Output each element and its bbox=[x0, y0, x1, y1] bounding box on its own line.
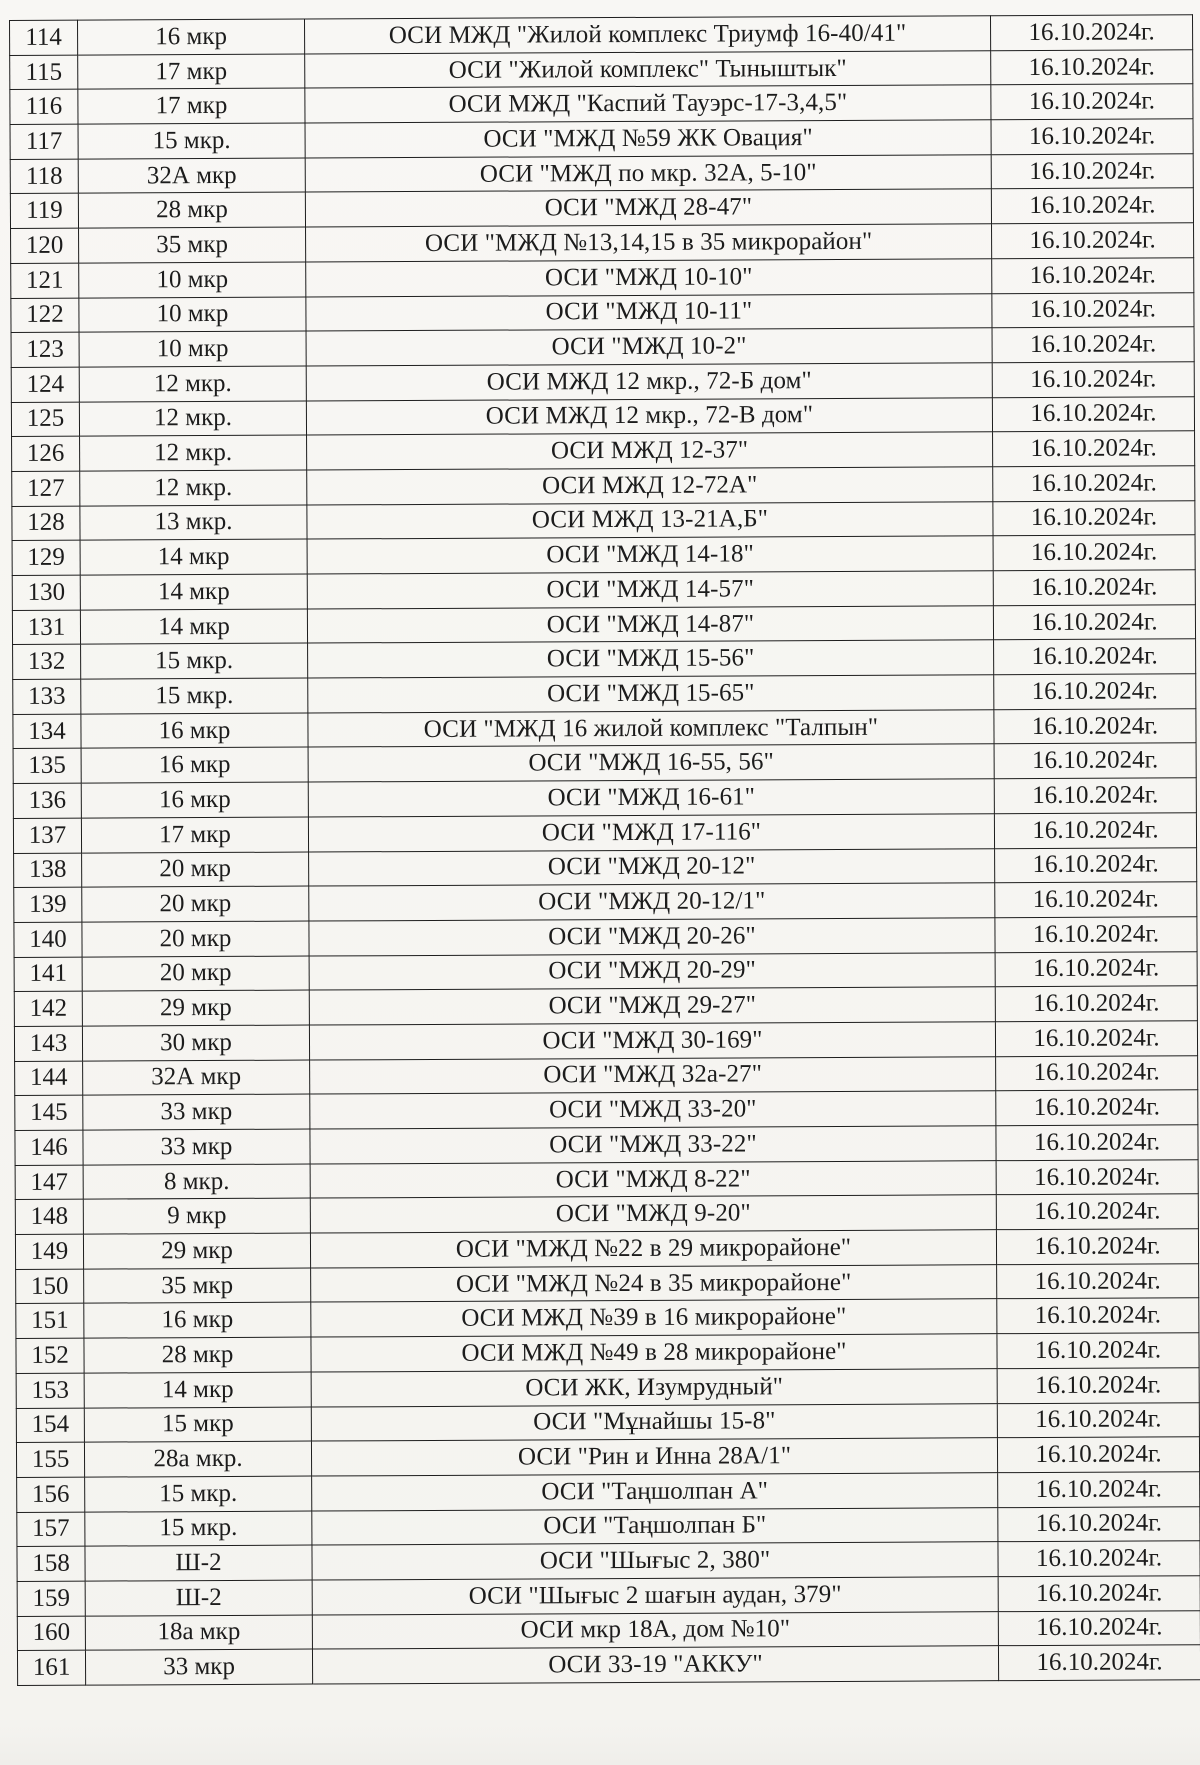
district-cell: 28 мкр bbox=[78, 192, 305, 228]
row-number-cell: 136 bbox=[13, 783, 81, 818]
row-number-cell: 115 bbox=[10, 55, 78, 90]
table-row bbox=[15, 1194, 1198, 1234]
date-cell: 16.10.2024г. bbox=[997, 1298, 1199, 1334]
district-cell: 10 мкр bbox=[79, 262, 306, 298]
district-cell: 15 мкр. bbox=[81, 643, 308, 679]
district-cell: 33 мкр bbox=[85, 1649, 312, 1685]
row-number-cell: 120 bbox=[11, 228, 79, 263]
organization-name-cell: ОСИ 33-19 "АККУ" bbox=[312, 1646, 998, 1684]
date-cell: 16.10.2024г. bbox=[993, 466, 1195, 502]
date-cell: 16.10.2024г. bbox=[998, 1506, 1200, 1542]
organization-name-cell: ОСИ "МЖД 16 жилой комплекс "Талпын" bbox=[308, 709, 994, 747]
district-cell: 14 мкр bbox=[80, 609, 307, 645]
date-cell: 16.10.2024г. bbox=[990, 15, 1192, 51]
row-number-cell: 161 bbox=[17, 1650, 85, 1685]
district-cell: 35 мкр bbox=[79, 227, 306, 263]
table-row bbox=[10, 49, 1193, 89]
district-cell: 13 мкр. bbox=[80, 505, 307, 541]
table-row bbox=[11, 396, 1194, 436]
row-number-cell: 119 bbox=[10, 194, 78, 229]
organization-name-cell: ОСИ "МЖД №24 в 35 микрорайоне" bbox=[311, 1264, 997, 1302]
district-cell: 33 мкр bbox=[83, 1129, 310, 1165]
district-cell: 29 мкр bbox=[83, 1233, 310, 1269]
date-cell: 16.10.2024г. bbox=[992, 292, 1194, 328]
table-row bbox=[10, 84, 1193, 124]
date-cell: 16.10.2024г. bbox=[997, 1263, 1199, 1299]
table-row bbox=[12, 500, 1195, 540]
table-row bbox=[14, 917, 1197, 957]
district-cell: 20 мкр bbox=[82, 852, 309, 888]
table-row bbox=[17, 1541, 1200, 1581]
organization-name-cell: ОСИ "МЖД 30-169" bbox=[309, 1022, 995, 1060]
organization-name-cell: ОСИ МЖД 12-72А" bbox=[307, 467, 993, 505]
table-row bbox=[17, 1576, 1200, 1616]
date-cell: 16.10.2024г. bbox=[995, 882, 1197, 918]
row-number-cell: 116 bbox=[10, 90, 78, 125]
row-number-cell: 141 bbox=[14, 957, 82, 992]
table-row bbox=[16, 1298, 1199, 1338]
date-cell: 16.10.2024г. bbox=[991, 84, 1193, 120]
date-cell: 16.10.2024г. bbox=[996, 1055, 1198, 1091]
organization-name-cell: ОСИ МЖД "Жилой комплекс Триумф 16-40/41" bbox=[304, 16, 990, 54]
district-cell: 12 мкр. bbox=[79, 366, 306, 402]
organization-name-cell: ОСИ "МЖД 20-12" bbox=[309, 848, 995, 886]
district-cell: 28 мкр bbox=[84, 1337, 311, 1373]
organization-name-cell: ОСИ "Таңшолпан А" bbox=[312, 1473, 998, 1511]
date-cell: 16.10.2024г. bbox=[996, 1194, 1198, 1230]
organization-name-cell: ОСИ МЖД №49 в 28 микрорайоне" bbox=[311, 1334, 997, 1372]
row-number-cell: 140 bbox=[14, 922, 82, 957]
date-cell: 16.10.2024г. bbox=[991, 49, 1193, 85]
district-cell: 29 мкр bbox=[82, 990, 309, 1026]
table-row bbox=[13, 674, 1196, 714]
row-number-cell: 126 bbox=[12, 436, 80, 471]
district-cell: 14 мкр bbox=[80, 539, 307, 575]
row-number-cell: 139 bbox=[14, 887, 82, 922]
date-cell: 16.10.2024г. bbox=[996, 1090, 1198, 1126]
organization-name-cell: ОСИ "Таңшолпан Б" bbox=[312, 1507, 998, 1545]
date-cell: 16.10.2024г. bbox=[997, 1402, 1199, 1438]
date-cell: 16.10.2024г. bbox=[998, 1576, 1200, 1612]
table-row bbox=[10, 153, 1193, 193]
district-cell: 20 мкр bbox=[82, 921, 309, 957]
date-cell: 16.10.2024г. bbox=[997, 1437, 1199, 1473]
table-row bbox=[16, 1368, 1199, 1408]
row-number-cell: 131 bbox=[12, 610, 80, 645]
organization-name-cell: ОСИ "Мұнайшы 15-8" bbox=[311, 1403, 997, 1441]
district-cell: 33 мкр bbox=[83, 1094, 310, 1130]
date-cell: 16.10.2024г. bbox=[998, 1610, 1200, 1646]
table-row bbox=[12, 604, 1195, 644]
date-cell: 16.10.2024г. bbox=[992, 396, 1194, 432]
district-cell: 8 мкр. bbox=[83, 1164, 310, 1200]
table-row bbox=[10, 119, 1193, 159]
row-number-cell: 146 bbox=[15, 1130, 83, 1165]
table-row bbox=[16, 1437, 1199, 1477]
date-cell: 16.10.2024г. bbox=[993, 535, 1195, 571]
district-cell: 20 мкр bbox=[82, 956, 309, 992]
date-cell: 16.10.2024г. bbox=[996, 1125, 1198, 1161]
date-cell: 16.10.2024г. bbox=[993, 604, 1195, 640]
organization-name-cell: ОСИ "МЖД 33-22" bbox=[310, 1126, 996, 1164]
table-row bbox=[12, 535, 1195, 575]
row-number-cell: 155 bbox=[16, 1442, 84, 1477]
organization-name-cell: ОСИ МЖД 12 мкр., 72-Б дом" bbox=[306, 363, 992, 401]
organization-name-cell: ОСИ "МЖД 8-22" bbox=[310, 1160, 996, 1198]
row-number-cell: 148 bbox=[15, 1200, 83, 1235]
date-cell: 16.10.2024г. bbox=[995, 847, 1197, 883]
table-row bbox=[15, 1090, 1198, 1130]
row-number-cell: 151 bbox=[16, 1304, 84, 1339]
district-cell: 15 мкр bbox=[84, 1407, 311, 1443]
date-cell: 16.10.2024г. bbox=[991, 119, 1193, 155]
date-cell: 16.10.2024г. bbox=[992, 258, 1194, 294]
row-number-cell: 160 bbox=[17, 1616, 85, 1651]
table-row bbox=[15, 1229, 1198, 1269]
row-number-cell: 121 bbox=[11, 263, 79, 298]
table-row bbox=[14, 847, 1197, 887]
row-number-cell: 129 bbox=[12, 540, 80, 575]
row-number-cell: 156 bbox=[17, 1477, 85, 1512]
date-cell: 16.10.2024г. bbox=[994, 778, 1196, 814]
table-row bbox=[15, 1125, 1198, 1165]
row-number-cell: 147 bbox=[15, 1165, 83, 1200]
table-row bbox=[13, 813, 1196, 853]
organization-name-cell: ОСИ МЖД 12-37" bbox=[307, 432, 993, 470]
registry-table bbox=[9, 14, 1200, 1686]
date-cell: 16.10.2024г. bbox=[998, 1645, 1200, 1681]
date-cell: 16.10.2024г. bbox=[998, 1541, 1200, 1577]
district-cell: 15 мкр. bbox=[81, 678, 308, 714]
row-number-cell: 123 bbox=[11, 332, 79, 367]
row-number-cell: 133 bbox=[13, 679, 81, 714]
district-cell: 32А мкр bbox=[78, 158, 305, 194]
district-cell: 10 мкр bbox=[79, 297, 306, 333]
district-cell: 15 мкр. bbox=[85, 1511, 312, 1547]
organization-name-cell: ОСИ "Рин и Инна 28А/1" bbox=[311, 1438, 997, 1476]
date-cell: 16.10.2024г. bbox=[992, 223, 1194, 259]
district-cell: 32А мкр bbox=[83, 1060, 310, 1096]
district-cell: Ш-2 bbox=[85, 1545, 312, 1581]
organization-name-cell: ОСИ "Шығыс 2 шағын аудан, 379" bbox=[312, 1577, 998, 1615]
organization-name-cell: ОСИ "МЖД 15-65" bbox=[308, 675, 994, 713]
district-cell: 12 мкр. bbox=[80, 435, 307, 471]
district-cell: 14 мкр bbox=[80, 574, 307, 610]
district-cell: 16 мкр bbox=[84, 1302, 311, 1338]
organization-name-cell: ОСИ "МЖД 14-57" bbox=[307, 571, 993, 609]
row-number-cell: 135 bbox=[13, 749, 81, 784]
row-number-cell: 154 bbox=[16, 1408, 84, 1443]
district-cell: 20 мкр bbox=[82, 886, 309, 922]
table-row bbox=[17, 1610, 1200, 1650]
organization-name-cell: ОСИ "МЖД 20-12/1" bbox=[309, 883, 995, 921]
row-number-cell: 127 bbox=[12, 471, 80, 506]
date-cell: 16.10.2024г. bbox=[994, 674, 1196, 710]
table-row bbox=[16, 1402, 1199, 1442]
date-cell: 16.10.2024г. bbox=[991, 188, 1193, 224]
organization-name-cell: ОСИ "МЖД 14-18" bbox=[307, 536, 993, 574]
table-row bbox=[15, 1159, 1198, 1199]
organization-name-cell: ОСИ "МЖД №59 ЖК Овация" bbox=[305, 120, 991, 158]
page-bottom-shadow bbox=[0, 1725, 1200, 1765]
table-row bbox=[10, 188, 1193, 228]
row-number-cell: 149 bbox=[15, 1234, 83, 1269]
registry-table-body bbox=[10, 15, 1200, 1686]
district-cell: 16 мкр bbox=[81, 713, 308, 749]
row-number-cell: 117 bbox=[10, 124, 78, 159]
row-number-cell: 130 bbox=[12, 575, 80, 610]
table-row bbox=[12, 466, 1195, 506]
row-number-cell: 142 bbox=[14, 991, 82, 1026]
organization-name-cell: ОСИ МЖД 12 мкр., 72-В дом" bbox=[306, 397, 992, 435]
organization-name-cell: ОСИ "Шығыс 2, 380" bbox=[312, 1542, 998, 1580]
table-row bbox=[13, 778, 1196, 818]
date-cell: 16.10.2024г. bbox=[992, 362, 1194, 398]
row-number-cell: 134 bbox=[13, 714, 81, 749]
table-row bbox=[11, 223, 1194, 263]
organization-name-cell: ОСИ "МЖД 16-55, 56" bbox=[308, 744, 994, 782]
table-row bbox=[11, 292, 1194, 332]
organization-name-cell: ОСИ МЖД "Каспий Тауэрс-17-3,4,5" bbox=[305, 85, 991, 123]
organization-name-cell: ОСИ "МЖД №13,14,15 в 35 микрорайон" bbox=[306, 224, 992, 262]
district-cell: 17 мкр bbox=[81, 817, 308, 853]
district-cell: 28а мкр. bbox=[84, 1441, 311, 1477]
organization-name-cell: ОСИ "МЖД 10-10" bbox=[306, 259, 992, 297]
organization-name-cell: ОСИ "МЖД по мкр. 32А, 5-10" bbox=[305, 154, 991, 192]
date-cell: 16.10.2024г. bbox=[993, 500, 1195, 536]
row-number-cell: 150 bbox=[16, 1269, 84, 1304]
row-number-cell: 144 bbox=[15, 1061, 83, 1096]
table-row bbox=[14, 1021, 1197, 1061]
date-cell: 16.10.2024г. bbox=[991, 153, 1193, 189]
date-cell: 16.10.2024г. bbox=[995, 951, 1197, 987]
table-row bbox=[14, 882, 1197, 922]
row-number-cell: 137 bbox=[13, 818, 81, 853]
date-cell: 16.10.2024г. bbox=[994, 743, 1196, 779]
date-cell: 16.10.2024г. bbox=[995, 1021, 1197, 1057]
row-number-cell: 152 bbox=[16, 1338, 84, 1373]
district-cell: 9 мкр bbox=[83, 1198, 310, 1234]
row-number-cell: 158 bbox=[17, 1546, 85, 1581]
row-number-cell: 143 bbox=[14, 1026, 82, 1061]
district-cell: 10 мкр bbox=[79, 331, 306, 367]
organization-name-cell: ОСИ МЖД 13-21А,Б" bbox=[307, 501, 993, 539]
organization-name-cell: ОСИ "МЖД 20-26" bbox=[309, 918, 995, 956]
organization-name-cell: ОСИ "МЖД №22 в 29 микрорайоне" bbox=[310, 1230, 996, 1268]
date-cell: 16.10.2024г. bbox=[995, 917, 1197, 953]
table-row bbox=[17, 1472, 1200, 1512]
date-cell: 16.10.2024г. bbox=[994, 708, 1196, 744]
date-cell: 16.10.2024г. bbox=[992, 327, 1194, 363]
organization-name-cell: ОСИ "МЖД 10-11" bbox=[306, 293, 992, 331]
table-row bbox=[15, 1055, 1198, 1095]
organization-name-cell: ОСИ мкр 18А, дом №10" bbox=[312, 1611, 998, 1649]
district-cell: 17 мкр bbox=[78, 88, 305, 124]
date-cell: 16.10.2024г. bbox=[996, 1229, 1198, 1265]
date-cell: 16.10.2024г. bbox=[993, 431, 1195, 467]
table-row bbox=[16, 1263, 1199, 1303]
row-number-cell: 153 bbox=[16, 1373, 84, 1408]
organization-name-cell: ОСИ "МЖД 17-116" bbox=[308, 814, 994, 852]
table-row bbox=[14, 951, 1197, 991]
table-row bbox=[12, 431, 1195, 471]
table-row bbox=[16, 1333, 1199, 1373]
date-cell: 16.10.2024г. bbox=[997, 1333, 1199, 1369]
organization-name-cell: ОСИ "МЖД 9-20" bbox=[310, 1195, 996, 1233]
table-row bbox=[13, 743, 1196, 783]
row-number-cell: 145 bbox=[15, 1095, 83, 1130]
row-number-cell: 138 bbox=[14, 853, 82, 888]
row-number-cell: 128 bbox=[12, 506, 80, 541]
district-cell: 17 мкр bbox=[78, 54, 305, 90]
district-cell: Ш-2 bbox=[85, 1580, 312, 1616]
district-cell: 16 мкр bbox=[78, 19, 305, 55]
organization-name-cell: ОСИ "МЖД 20-29" bbox=[309, 952, 995, 990]
date-cell: 16.10.2024г. bbox=[998, 1472, 1200, 1508]
table-row bbox=[10, 15, 1193, 55]
date-cell: 16.10.2024г. bbox=[997, 1368, 1199, 1404]
row-number-cell: 114 bbox=[10, 20, 78, 55]
district-cell: 14 мкр bbox=[84, 1372, 311, 1408]
date-cell: 16.10.2024г. bbox=[996, 1159, 1198, 1195]
organization-name-cell: ОСИ МЖД №39 в 16 микрорайоне" bbox=[311, 1299, 997, 1337]
table-row bbox=[11, 362, 1194, 402]
district-cell: 18а мкр bbox=[85, 1615, 312, 1651]
district-cell: 12 мкр. bbox=[80, 470, 307, 506]
table-row bbox=[12, 570, 1195, 610]
table-row bbox=[17, 1506, 1200, 1546]
organization-name-cell: ОСИ "МЖД 16-61" bbox=[308, 779, 994, 817]
table-row bbox=[13, 708, 1196, 748]
district-cell: 15 мкр. bbox=[78, 123, 305, 159]
date-cell: 16.10.2024г. bbox=[995, 986, 1197, 1022]
district-cell: 16 мкр bbox=[81, 782, 308, 818]
district-cell: 35 мкр bbox=[84, 1268, 311, 1304]
organization-name-cell: ОСИ "МЖД 28-47" bbox=[305, 189, 991, 227]
district-cell: 15 мкр. bbox=[85, 1476, 312, 1512]
row-number-cell: 132 bbox=[13, 645, 81, 680]
row-number-cell: 157 bbox=[17, 1512, 85, 1547]
organization-name-cell: ОСИ "МЖД 32а-27" bbox=[310, 1056, 996, 1094]
row-number-cell: 125 bbox=[11, 402, 79, 437]
district-cell: 12 мкр. bbox=[79, 401, 306, 437]
table-row bbox=[17, 1645, 1200, 1685]
organization-name-cell: ОСИ "Жилой комплекс" Тыныштык" bbox=[305, 50, 991, 88]
date-cell: 16.10.2024г. bbox=[994, 813, 1196, 849]
table-row bbox=[11, 327, 1194, 367]
district-cell: 16 мкр bbox=[81, 747, 308, 783]
table-row bbox=[11, 258, 1194, 298]
row-number-cell: 159 bbox=[17, 1581, 85, 1616]
organization-name-cell: ОСИ "МЖД 15-56" bbox=[308, 640, 994, 678]
table-row bbox=[14, 986, 1197, 1026]
organization-name-cell: ОСИ "МЖД 29-27" bbox=[309, 987, 995, 1025]
table-row bbox=[13, 639, 1196, 679]
row-number-cell: 124 bbox=[11, 367, 79, 402]
date-cell: 16.10.2024г. bbox=[994, 639, 1196, 675]
row-number-cell: 118 bbox=[10, 159, 78, 194]
organization-name-cell: ОСИ "МЖД 14-87" bbox=[307, 605, 993, 643]
row-number-cell: 122 bbox=[11, 298, 79, 333]
organization-name-cell: ОСИ "МЖД 33-20" bbox=[310, 1091, 996, 1129]
date-cell: 16.10.2024г. bbox=[993, 570, 1195, 606]
organization-name-cell: ОСИ ЖК, Изумрудный" bbox=[311, 1368, 997, 1406]
district-cell: 30 мкр bbox=[82, 1025, 309, 1061]
organization-name-cell: ОСИ "МЖД 10-2" bbox=[306, 328, 992, 366]
